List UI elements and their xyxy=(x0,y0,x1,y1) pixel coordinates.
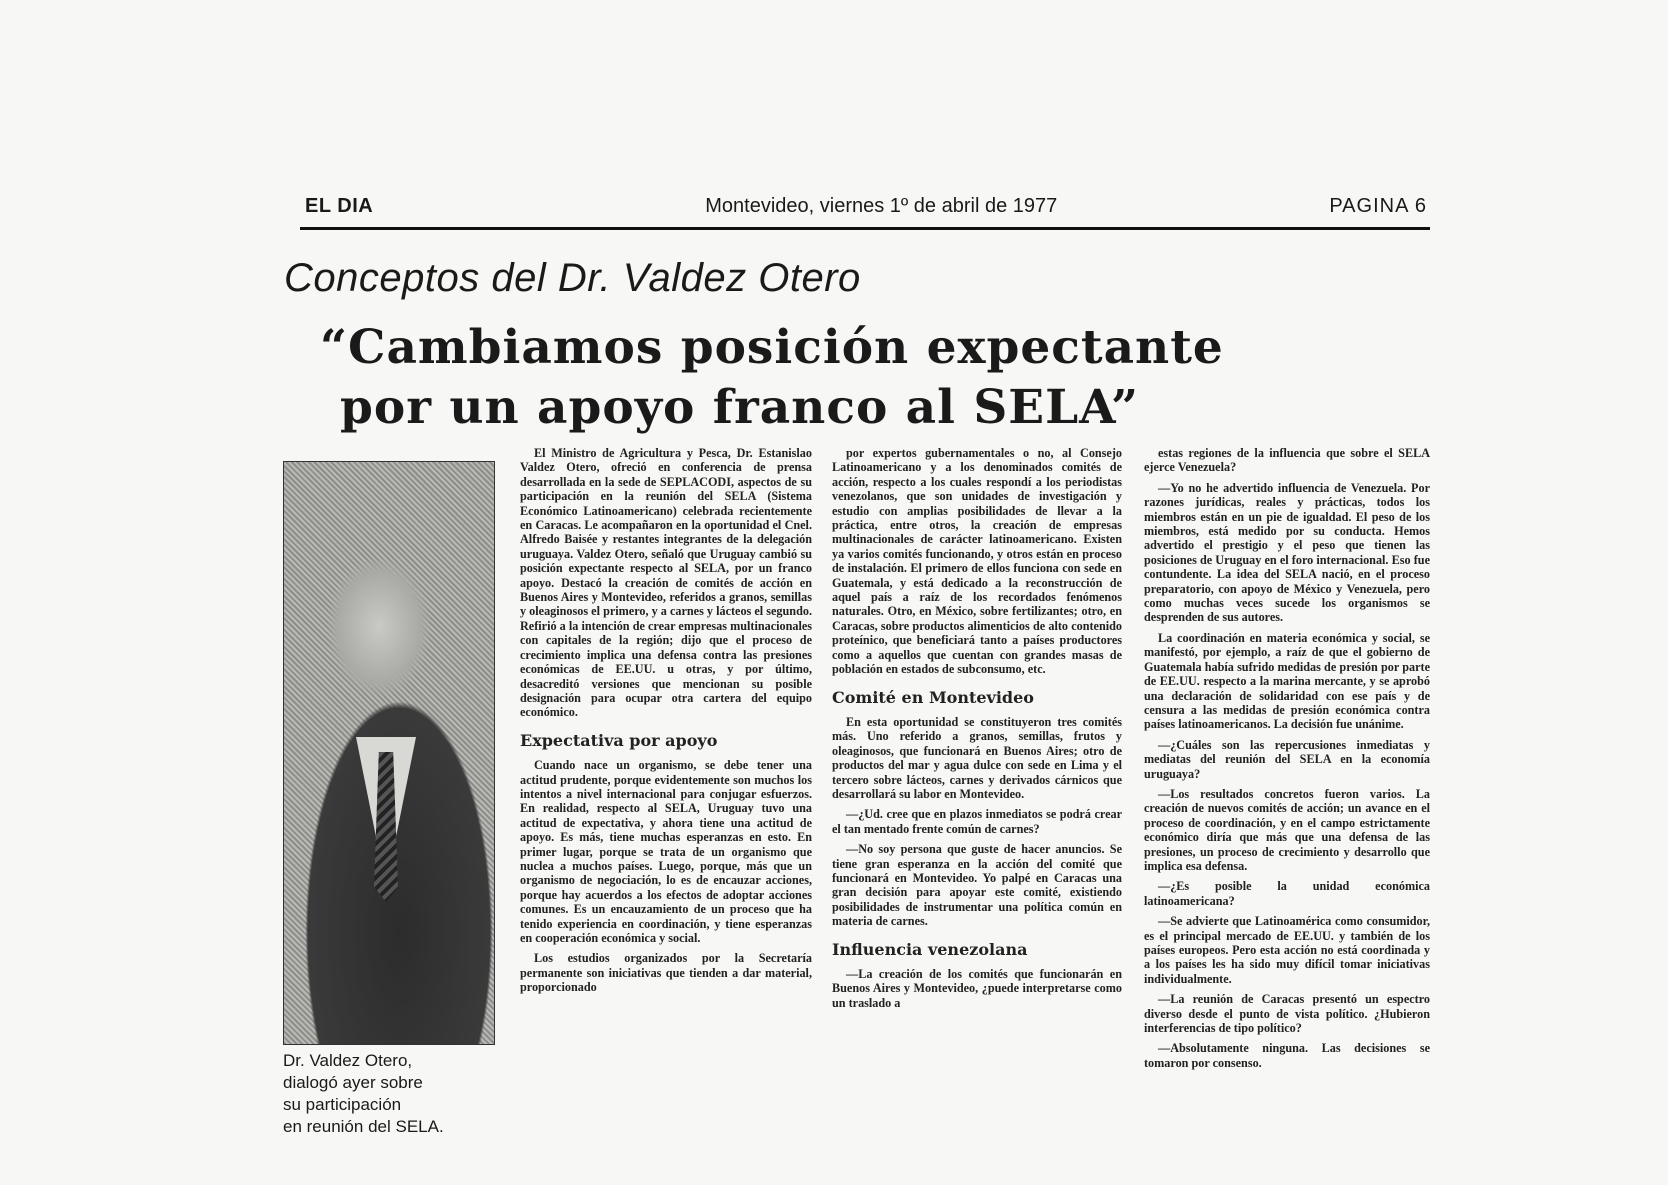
article-paragraph: estas regiones de la influencia que sobre el SELA ejerce Venezuela? xyxy=(1144,446,1430,475)
issue-date: Montevideo, viernes 1º de abril de 1977 xyxy=(705,195,1058,217)
article-paragraph: —La creación de los comités que funcionarán en Buenos Aires y Montevideo, ¿puede interpretarse como un traslado a xyxy=(832,967,1122,1010)
masthead-rule xyxy=(300,227,1430,230)
article-paragraph: —La reunión de Caracas presentó un espectro diverso desde el punto de vista político. ¿Hubieron interferencias de tipo político? xyxy=(1144,992,1430,1036)
newspaper-name: EL DIA xyxy=(305,195,374,217)
article-paragraph: —Se advierte que Latinoamérica como consumidor, es el principal mercado de EE.UU. y también de los países europeos. Pero esta acción no está coordinada y a los países les ha sido muy difícil tomar iniciativas individualmente. xyxy=(1144,914,1430,986)
article-paragraph: Cuando nace un organismo, se debe tener una actitud prudente, porque evidentemente son muchos los intentos a nivel internacional para conjugar esfuerzos. En realidad, respecto al SELA, Uruguay tuvo una actitud de expectativa, y ahora tiene una actitud de apoyo. Es más, tiene muchas esperanzas en esto. En primer lugar, porque se trata de un organismo que nuclea a muchos países. Luego, porque, más que un organismo de negociación, lo es de encauzar acciones, porque hay acuerdos a los efectos de adoptar acciones comunes. Es un encauzamiento de un proceso que ha tenido experiencia en coordinación, y tiene esperanzas en cooperación económica y social. xyxy=(520,758,812,945)
article-column-3 xyxy=(1144,446,1430,1076)
caption-line: Dr. Valdez Otero, xyxy=(283,1051,413,1070)
headline-line-2: por un apoyo franco al SELA” xyxy=(340,380,1140,435)
article-paragraph: —¿Cuáles son las repercusiones inmediatas y mediatas del reunión del SELA en la economía uruguaya? xyxy=(1144,737,1430,781)
section-subhead: Influencia venezolana xyxy=(832,939,1028,959)
article-column-2 xyxy=(832,446,1122,1016)
article-paragraph: —No soy persona que guste de hacer anuncios. Se tiene gran esperanza en la acción del comité que funcionará en Montevideo. Yo palpé en Caracas una gran decisión para apoyar este comité, existiendo posibilidades de instrumentar una política común en materia de carnes. xyxy=(832,842,1122,929)
kicker: Conceptos del Dr. Valdez Otero xyxy=(284,256,861,300)
section-subhead: Expectativa por apoyo xyxy=(520,730,718,750)
headline xyxy=(320,318,1440,438)
article-paragraph: —Los resultados concretos fueron varios. La creación de nuevos comités de acción; un avance en el proceso de coordinación, y en el campo estrictamente económico diría que más que una defensa de las presiones, un proceso de crecimiento y desarrollo que implica esa defensa. xyxy=(1144,786,1430,873)
photo-caption xyxy=(283,1050,493,1138)
article-paragraph: —Absolutamente ninguna. Las decisiones se tomaron por consenso. xyxy=(1144,1041,1430,1070)
caption-line: su participación xyxy=(283,1095,402,1114)
article-paragraph: El Ministro de Agricultura y Pesca, Dr. Estanislao Valdez Otero, ofreció en conferencia de prensa desarrollada en la sede de SEPLACODI, aspectos de su participación en la reunión del SELA (Sistema Económico Latinoamericano) celebrada recientemente en Caracas. Le acompañaron en la oportunidad el Cnel. Alfredo Baisée y restantes integrantes de la delegación uruguaya. Valdez Otero, señaló que Uruguay cambió su posición expectante respecto al SELA, por un franco apoyo. Destacó la creación de comités de acción en Buenos Aires y Montevideo, referidos a granos, semillas y oleaginosos el primero, y a carnes y lácteos el segundo. Refirió a la intención de crear empresas multinacionales con capitales de la región; dijo que el proceso de crecimiento implica una defensa contra las presiones económicas de EE.UU. u otras, y por último, desacreditó versiones que mencionan su posible designación para ocupar otra cartera del equipo económico. xyxy=(520,446,812,720)
caption-line: dialogó ayer sobre xyxy=(283,1073,423,1092)
article-paragraph: Los estudios organizados por la Secretaría permanente son iniciativas que tienden a dar material, proporcionado xyxy=(520,951,812,995)
headline-line-1: “Cambiamos posición expectante xyxy=(320,320,1224,375)
article-paragraph: La coordinación en materia económica y social, se manifestó, por ejemplo, a raíz de que el gobierno de Guatemala había sufrido medidas de presión por parte de EE.UU. respecto a la marina mercante, y se aprobó una declaración de solidaridad con ese país y de censura a las medidas de presión económica contra países latinoamericanos. La decisión fue unánime. xyxy=(1144,630,1430,732)
page-number: PAGINA 6 xyxy=(1329,195,1427,217)
caption-line: en reunión del SELA. xyxy=(283,1117,444,1136)
article-column-1 xyxy=(520,446,812,1001)
masthead xyxy=(305,192,1427,218)
portrait-photo xyxy=(283,461,495,1045)
section-subhead: Comité en Montevideo xyxy=(832,687,1034,707)
article-paragraph: por expertos gubernamentales o no, al Consejo Latinoamericano y a los denominados comités de acción, respecto a los cuales respondí a los periodistas venezolanos, que son unidades de investigación y estudio con amplias posibilidades de llevar a la práctica, entre otros, la creación de empresas multinacionales de carácter latinoamericano. Existen ya varios comités funcionando, y otros están en proceso de instalación. El primero de ellos funciona con sede en Guatemala, y está dedicado a la reconstrucción de aquel país a raíz de los recordados fenómenos naturales. Otro, en México, sobre fertilizantes; otro, en Caracas, sobre productos alimenticios de alto contenido proteínico, que beneficiará tanto a países productores como a aquellos que cuentan con grandes masas de población en estados de subconsumo, etc. xyxy=(832,446,1122,677)
article-paragraph: —¿Ud. cree que en plazos inmediatos se podrá crear el tan mentado frente común de carnes? xyxy=(832,807,1122,836)
article-paragraph: —Yo no he advertido influencia de Venezuela. Por razones jurídicas, reales y prácticas, todos los miembros están en un pie de igualdad. El peso de los miembros, está medido por su conducta. Hemos advertido el prestigio y el peso que tienen las posiciones de Uruguay en el foro internacional. Eso fue contundente. La idea del SELA nació, en el proceso preparatorio, con apoyo de México y Venezuela, pero como muchas veces sucede los organismos se desprenden de sus autores. xyxy=(1144,480,1430,625)
article-paragraph: En esta oportunidad se constituyeron tres comités más. Uno referido a granos, semillas, frutos y oleaginosos, que funcionará en Buenos Aires; otro de productos del mar y agua dulce con sede en Lima y el tercero sobre lácteos, carnes y derivados cárnicos que desarrollará su labor en Montevideo. xyxy=(832,714,1122,801)
article-paragraph: —¿Es posible la unidad económica latinoamericana? xyxy=(1144,879,1430,908)
